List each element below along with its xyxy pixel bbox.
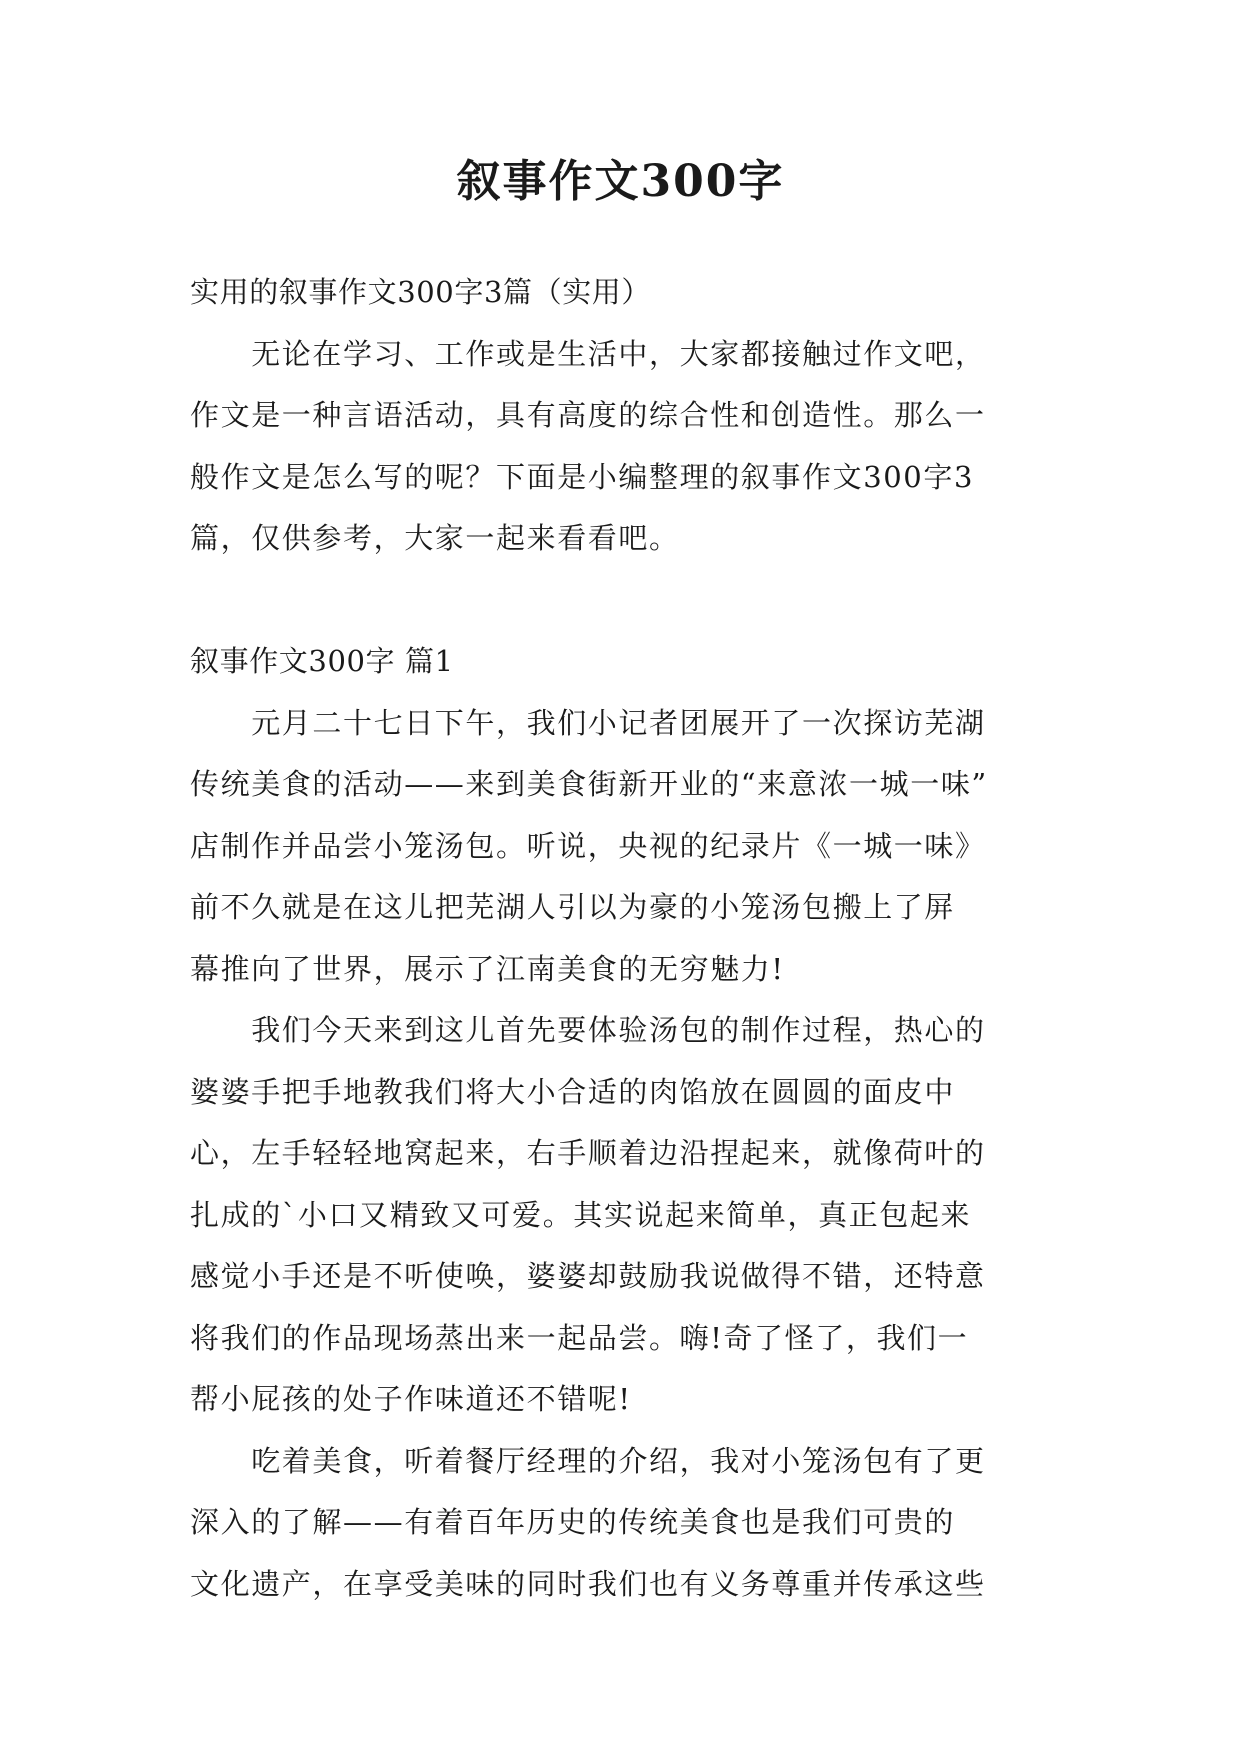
text-line: 心，左手轻轻地窝起来，右手顺着边沿捏起来，就像荷叶的 xyxy=(190,1136,986,1170)
text-line: 元月二十七日下午，我们小记者团展开了一次探访芜湖 xyxy=(190,705,986,740)
document-body xyxy=(190,262,1050,1615)
text-line: 将我们的作品现场蒸出来一起品尝。嗨!奇了怪了，我们一 xyxy=(190,1320,969,1355)
section-spacer xyxy=(190,570,1050,632)
text-line: 般作文是怎么写的呢？下面是小编整理的叙事作文300字3 xyxy=(190,459,975,494)
section-paragraph-2 xyxy=(190,1000,1050,1431)
section-paragraph-1 xyxy=(190,693,1050,1001)
text-line: 幕推向了世界，展示了江南美食的无穷魅力! xyxy=(190,951,785,986)
intro-paragraph xyxy=(190,324,1050,570)
text-line: 店制作并品尝小笼汤包。听说，央视的纪录片《一城一味》 xyxy=(190,828,986,863)
text-line: 前不久就是在这儿把芜湖人引以为豪的小笼汤包搬上了屏 xyxy=(190,890,956,924)
text-line: 文化遗产，在享受美味的同时我们也有义务尊重并传承这些 xyxy=(190,1566,986,1601)
section-paragraph-3 xyxy=(190,1431,1050,1616)
text-line: 我们今天来到这儿首先要体验汤包的制作过程，热心的 xyxy=(190,1013,986,1047)
text-line: 吃着美食，听着餐厅经理的介绍，我对小笼汤包有了更 xyxy=(190,1443,986,1478)
text-line: 帮小屁孩的处子作味道还不错呢! xyxy=(190,1382,632,1416)
text-line: 深入的了解——有着百年历史的传统美食也是我们可贵的 xyxy=(190,1505,956,1539)
text-line: 婆婆手把手地教我们将大小合适的肉馅放在圆圆的面皮中 xyxy=(190,1074,956,1109)
text-line: 感觉小手还是不听使唤，婆婆却鼓励我说做得不错，还特意 xyxy=(190,1259,986,1293)
text-line: 扎成的`小口又精致又可爱。其实说起来简单，真正包起来 xyxy=(190,1197,972,1232)
intro-heading: 实用的叙事作文300字3篇（实用） xyxy=(190,275,652,309)
text-line: 传统美食的活动——来到美食街新开业的“来意浓一城一味” xyxy=(190,767,988,801)
page-title: 叙事作文300字 xyxy=(456,156,785,207)
text-line: 篇，仅供参考，大家一起来看看吧。 xyxy=(190,521,680,555)
text-line: 无论在学习、工作或是生活中，大家都接触过作文吧， xyxy=(190,336,986,371)
text-line: 作文是一种言语活动，具有高度的综合性和创造性。那么一 xyxy=(190,398,986,432)
section-heading: 叙事作文300字 篇1 xyxy=(190,644,454,678)
